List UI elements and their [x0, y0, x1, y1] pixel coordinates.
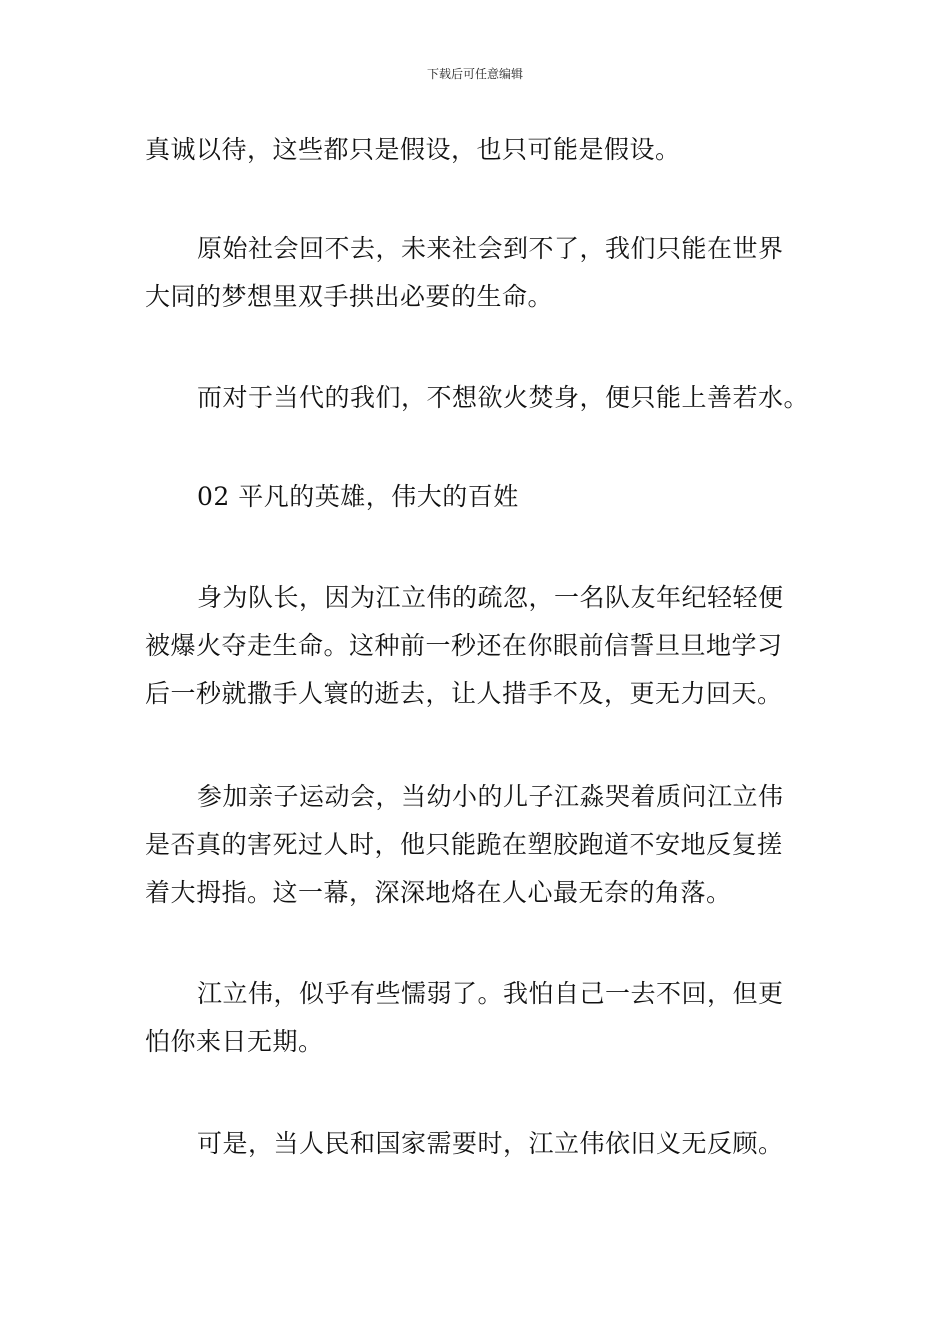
paragraph-line: 可是，当人民和国家需要时，江立伟依旧义无反顾。 [197, 1129, 784, 1158]
paragraph-7 [145, 970, 815, 1066]
paragraph-line: 原始社会回不去，未来社会到不了，我们只能在世界 [197, 234, 784, 263]
paragraph-line: 真诚以待，这些都只是假设，也只可能是假设。 [145, 135, 681, 164]
page-header: 下载后可任意编辑 [426, 67, 523, 81]
paragraph-line: 大同的梦想里双手拱出必要的生命。 [145, 282, 554, 311]
section-heading-text: 02 平凡的英雄，伟大的百姓 [197, 482, 519, 511]
paragraph-5 [145, 574, 815, 718]
section-heading [145, 473, 815, 521]
paragraph-3 [145, 374, 815, 422]
paragraph-line: 被爆火夺走生命。这种前一秒还在你眼前信誓旦旦地学习 [145, 631, 783, 660]
paragraph-line: 是否真的害死过人时，他只能跪在塑胶跑道不安地反复搓 [145, 830, 783, 859]
paragraph-line: 参加亲子运动会，当幼小的儿子江淼哭着质问江立伟 [197, 782, 784, 811]
paragraph-1 [145, 126, 815, 174]
paragraph-line: 着大拇指。这一幕，深深地烙在人心最无奈的角落。 [145, 878, 732, 907]
paragraph-2 [145, 225, 815, 321]
paragraph-line: 怕你来日无期。 [145, 1027, 324, 1056]
paragraph-6 [145, 773, 815, 917]
paragraph-line: 后一秒就撒手人寰的逝去，让人措手不及，更无力回天。 [145, 679, 783, 708]
paragraph-line: 江立伟，似乎有些懦弱了。我怕自己一去不回，但更 [197, 979, 784, 1008]
paragraph-line: 身为队长，因为江立伟的疏忽，一名队友年纪轻轻便 [197, 583, 784, 612]
paragraph-8 [145, 1120, 815, 1168]
paragraph-line: 而对于当代的我们，不想欲火焚身，便只能上善若水。 [197, 383, 810, 412]
